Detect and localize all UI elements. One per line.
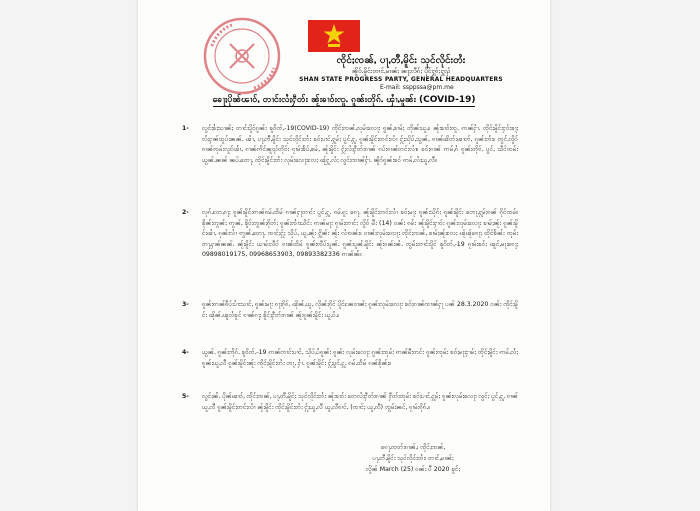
star-emblem-icon <box>322 23 346 49</box>
paragraph-number: 2- <box>182 209 189 216</box>
signature-line-1: ၵေႃႉၸတ်းၵၢၼ်ႇ၊ ၸိုင်ႈၸၼ်ႇ <box>381 444 445 451</box>
paragraph-4 <box>182 348 518 369</box>
paragraph-text: ၵူၼ်းဢၼ်ၵဵပ်းပၢႆးသၢင်ႇ ၵူၼ်းမႃး ၵႃႈၵိုၵ်ႉ ၽိုၼ်ႉယူႇ လိုၼ်ႈၵိုင် ပိူင်ၼႄဝၢၼ်ႈ ၵူၼ်းလုမ်းလေႃး ၶဝ်ႈၵၢၼ်ၸၢၼ်ႁႃ ပၼ် 28.3.2020 ဝၼ်း ၸိုင်ႈမိူင်း ၽိုၼ်ႉၽူလႆၶူင် ၵၢၼ်ၵႃႈ ၶိူင်ႈႁဵတ်းၵၢၼ် ၼႂ်းၵူၼ်းမိူင်း ယူႇဝႆႉ။ <box>202 301 518 319</box>
email-address: E-mail: ssppssa@pm.me <box>380 84 454 91</box>
paragraph-3 <box>182 300 518 321</box>
document-title-text: ၶေႃႈပိုၼ်ၽၢဝ်ႇ တၢင်းလႆႈႁဵတ်း ၼႂ်းၶၢဝ်းၸူႉ ၵူၼ်းတိုၵ်ႉ ၾၢႆႇမူၼ်း (COVID-19) <box>212 95 476 105</box>
document-title <box>138 94 550 107</box>
paragraph-number: 1- <box>182 125 189 132</box>
paragraph-1 <box>182 124 518 166</box>
signature-line-2: ပႃႇတီႇမိူင်း သုင်လိုင်းတႆး၊ တၢင်ႇမၢၼ်ႈ <box>372 455 454 462</box>
paragraph-text: လွင်ႈၼႆႉ ပိုၼ်ၽၢဝ်ႇ ၸိုင်ႈၸၼ်ႇ ပႃႇတီႇမိူင်း သုင်လိုင်းတႆး ၼႂ်းၶၢဝ်း တေလႆႈႁဵတ်းၵၢၼ် ႁဵတ်းၸုမ်း ၶဝ်ႈပၢင်ႇႁူမ်ႈ ၵူၼ်းလုမ်းလေႃး လွင်ႈ ပွင်ႇႁူႉ ၵၢၼ်ယူႇလီ ၵူၼ်းမိူင်းတင်းလၢႆ ၼႂ်းမိူင်း ၸိုင်ႈမိူင်းတႆး ႁႂ်ႈယူႇလီ ယူႇလီၵၢင်ႇ (ၸၢင်ႈ ယူႇလီ) ၸွမ်းၼင်ႇ ၵႂၢမ်းၵိုၵ်ႉ။ <box>202 393 518 411</box>
party-name-burmese: ၸိုင်ႈၸၼ်ႇ ပႃႇတီႇမိူင်း သုင်လိုင်းတႆး <box>336 55 466 66</box>
paragraph-5 <box>182 392 518 413</box>
party-name-english: SHAN STATE PROGRESS PARTY, GENERAL HEADQUARTERS <box>299 76 503 83</box>
letter-page <box>138 0 550 511</box>
paragraph-number: 3- <box>182 301 189 308</box>
paragraph-text: လုၵ်ႉတႄႇၵႃႈ ၵူၼ်းမိူင်းဢၼ်ၵမ်ႉထႅမ် ၵၢၼ်ႁႃတၢင်း ပွင်ႇႁူႉ ၵမ်ႉၵူႈ ၵေႃႉ ၼႂ်းမိူင်းတင်းလၢႆ ၶဝ်ႈမႃး ၵူၼ်းသိုၵ်း ၵူၼ်းမိူင်း တေႃႇႁူမ်ႈၵၼ် ၵိုင်ၸမ်။ ၶိုၼ်းတွၼ်ႈ ဢွၼ်ႇ ၶိူဝ်းတွၼ်ႈၵိုတ်း ၵူၼ်းၸၢႆးယိင်း ဢၼ်မႃး ၵႂၢမ်းတၢင်း လိူဝ် မီး (14) ဝၼ်း ၵမ်း ၼႂ်းမိူင်းႁၢဝ်း ၵူၼ်းလုမ်းလေႃး ၶၢမ်ႈၼႂ်း ၵူၼ်းမိူင်းၽၢႆႇ ၵုၼ်းလၢႆ ဢွၼ်ႇတေႃႇ ၸၢင်ႈႁႂ်ႈ သိုပ်ႇ ယူႇၼႂ်း ႁိူၼ်း ၼႂ်း လၢႆဝၼ်း။ ဝၢၼ်ႈလုမ်းလေႃး ၸိုင်ႈၸၼ်ႇ ၶၢမ်ႈၼႂ်းလႄႈ ၽႂ်ၽႂ်ၵေႃႈ ထိုင်ၶႅၼ်း ၸုမ်းတႃႇႁၼ်ၼၼ်ႉ ၼႂ်းမိူင်း ယၢမ်းလဵဝ် ၵၢၼ်ထႅမ် ၵူၼ်းၸဵပ်းပူၼ်ႉ ၵူၼ်းပူၼ်ႉမိူင်း ၼႂ်းဝၼ်းၼႆႉ ၸွမ်းတၢင်းပိူင် ၶူဝိတ်ႇ-19 ၵႂၢမ်းၶဝ်ႈ ၽူင်ႇမႃးၵေႃႈ 09898019175, 09968653903, 09893382336 ဢၼ်ၼႆ။ <box>202 209 518 258</box>
party-flag <box>308 20 360 52</box>
paragraph-text: လွင်ႈၶႆႈသၢၼ်ႈ တၢင်းပိူင်ၵူၼ်း ၶူဝိတ်ႇ-19(COVID-19) ၸိုင်ႈၸၼ်ႇလုမ်းလေႃး ၵွၼ်ႇၶၢမ်ႈ တိုၼ်းယူႇ။ ၼႂ်းၶၢဝ်းၸူႉ ဢၼ်ႁၢႆႉ ၸိုင်ႈမိူင်းႁဝ်းၶႃႈ လႆႈႁၼ်ထူပ်းၼၼ်ႉ ၽၢႆႇ ပႃႇတီႇမိူင်း သုင်လိုင်းတႆး ၶဝ်ႈပၢင်ႇႁူမ်ႈ ပွင်ႇႁူႉ ၵူၼ်းမိူင်းတင်းလၢႆ ႁႂ်ႈသိုပ်ႇသွၼ်ႇ ၵၢၼ်ၽိတ်းၽၢတ်ႇ ၵူၼ်းတႆး။ တွင်ႉလိူဝ် ၵၢၼ်ၸုမ်းလူင်ၽၢႆႇ ၵၢၼ်ဢိင်ၼူၺ်တိုဝ်း ၵႂၢမ်းၶႅပ်ႇၶမ်ႇ ၼႂ်းမိူင်း ႁႂ်ႈလႆႈႁဵတ်းၵၢၼ် ၵပ်းၵၢၼ်တင်းလၢႆ။ ၶဝ်ႈၵၢၼ် ဢမ်ႇၵႆ ၵူၼ်းတိုၵ်ႉ ပွင်ႇ သဵင်ၸမ်း ယွၼ်ႉၼၼ် ၼပ်ႉတေႃႇ ၸိုင်ႈမိူင်းတႆး လုမ်းလေႃးလႄႈ ၽႂ်ႁူႉလႆႈ လွင်ႈၸၢၼ်ႁၢႆႉ ၼိူဝ်ၵူၼ်းၶဝ် ဢမ်ႇလႆႈယူႇလီ။ <box>202 125 518 164</box>
paragraph-text: ယွၼ်ႉ ၵူၼ်းတိုၵ်ႉ ၶူဝိတ်ႇ-19 ဢၼ်တၢင်းပၢင်ႇ သိုပ်ႇပႆၵူၼ်း ၵူၼ်း လုမ်းလေႃး ၵူၼ်းၸုမ်း ဢၼ်မီးတင်း ၵူၼ်းၸုမ်း ၶဝ်ႈမႃးႁၢမ်ႈ ၸိုင်ႈမိူင်း ဢမ်ႇလႆႈ ၵူၼ်းယူႇလီ ၵူၼ်းမိူင်းၼႂ်း ၸိုင်ႈမိူင်းတႆး တႃႇ ႁၢႆႉ ၵူၼ်းမိူင်း ႁႂ်ႈပွင်ႇႁူႉ ၵမ်ႉထႅမ် ၵၼ်ၶိုၼ်း။ <box>202 349 518 367</box>
letterhead <box>256 54 546 84</box>
headquarters-burmese: ၼိူဝ်ႉမိူင်းတၢင်ႇမၢၼ်ႈ ၼႃႈလီၵ်ႈ ပိုင်ႁွၵ်ႈႁူၺ် <box>351 67 451 75</box>
paragraph-number: 4- <box>182 349 189 356</box>
signature-date: လိူၼ် March (25) ဝၼ်း ပီ 2020 ၶူင်ႈ <box>366 466 460 473</box>
paragraph-number: 5- <box>182 393 189 400</box>
signature-block <box>288 442 538 475</box>
paragraph-2 <box>182 208 518 261</box>
